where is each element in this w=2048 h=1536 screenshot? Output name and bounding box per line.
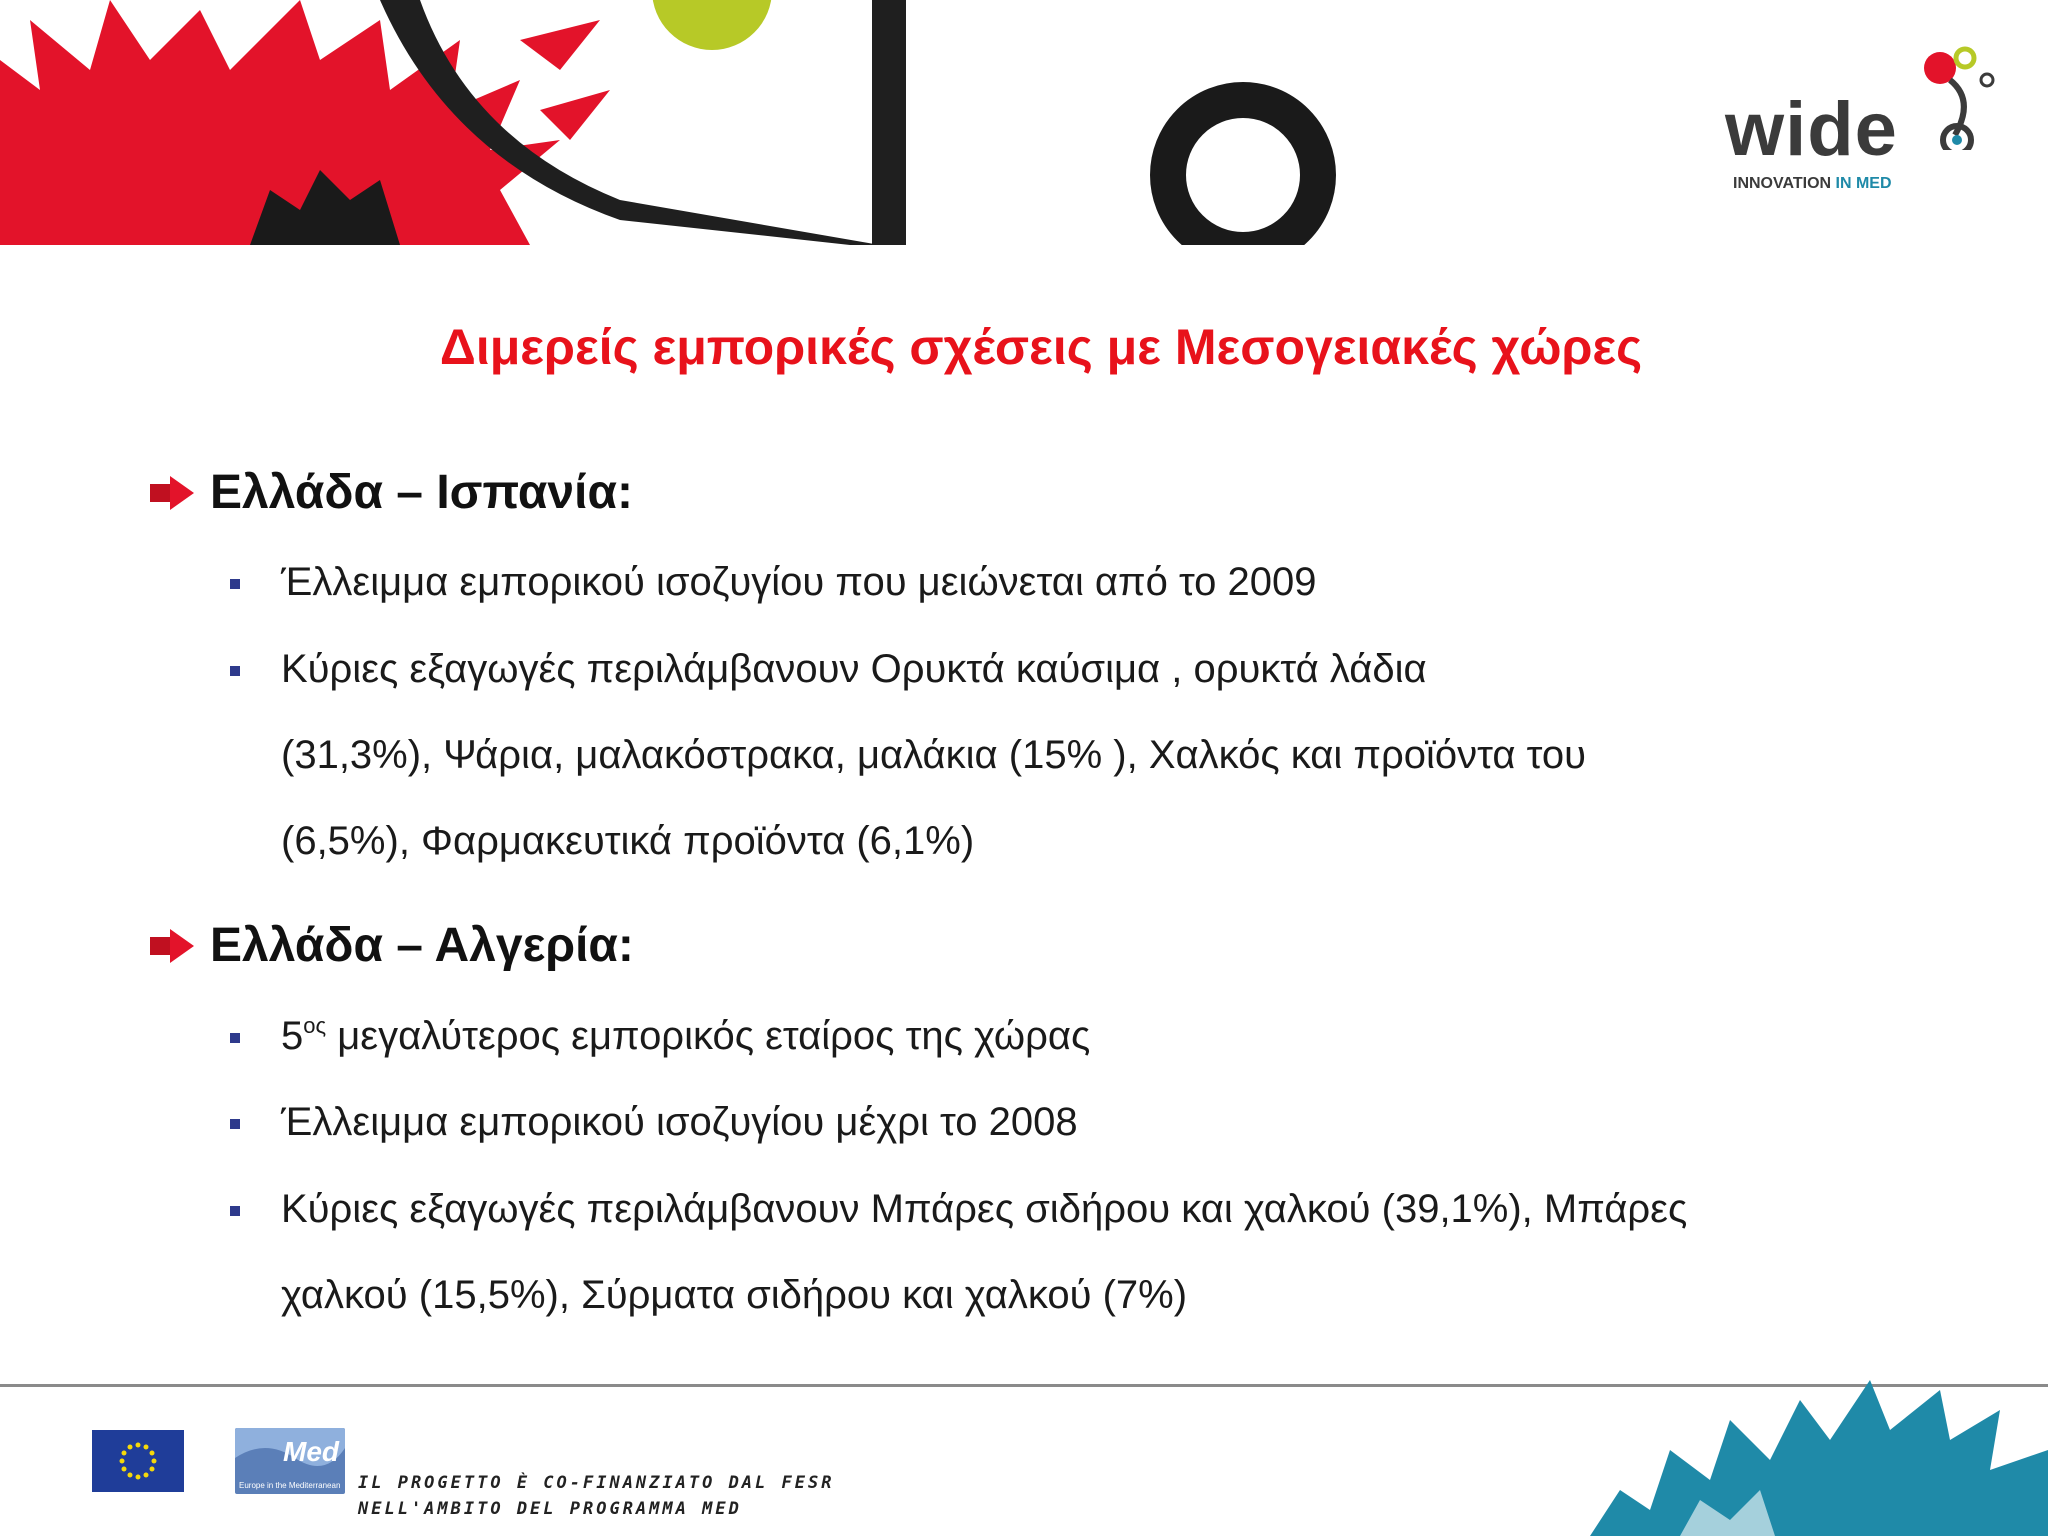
cofinancing-note-line: NELL'AMBITO DEL PROGRAMMA MED xyxy=(358,1499,742,1519)
bullet-text xyxy=(281,1014,1090,1059)
bullet-text-continuation: χαλκού (15,5%), Σύρματα σιδήρου και χαλκού (7%) xyxy=(281,1273,1188,1317)
eu-flag-logo xyxy=(92,1430,184,1492)
square-bullet-icon xyxy=(230,1206,240,1216)
bullet-text: Κύριες εξαγωγές περιλάμβανουν Ορυκτά καύσιμα , ορυκτά λάδια xyxy=(281,647,1427,691)
logo-tagline-prefix: INNOVATION xyxy=(1733,175,1836,192)
cofinancing-note xyxy=(358,1470,834,1522)
section-heading-greece-spain xyxy=(150,465,633,520)
bullet-text-continuation: (6,5%), Φαρμακευτικά προϊόντα (6,1%) xyxy=(281,819,975,863)
square-bullet-icon xyxy=(230,1119,240,1129)
arrow-bullet-icon xyxy=(150,929,194,963)
logo-mark-icon xyxy=(1905,40,1995,150)
bullet-text: Έλλειμμα εμπορικού ισοζυγίου μέχρι το 2008 xyxy=(281,1100,1078,1144)
section-heading-text: Ελλάδα – Ισπανία: xyxy=(210,466,633,519)
section-heading-greece-algeria xyxy=(150,918,634,973)
bullet-text-continuation: (31,3%), Ψάρια, μαλακόστρακα, μαλάκια (15% ), Χαλκός και προϊόντα του xyxy=(281,733,1586,777)
square-bullet-icon xyxy=(230,579,240,589)
section-heading-text: Ελλάδα – Αλγερία: xyxy=(210,919,634,972)
red-splash-shape xyxy=(0,0,610,245)
slide-title: Διμερείς εμπορικές σχέσεις με Μεσογειακές χώρες xyxy=(439,319,1643,375)
ordinal-suffix: ος xyxy=(303,1012,327,1038)
med-logo-text: Med xyxy=(283,1436,339,1467)
eu-stars-icon xyxy=(92,1430,184,1492)
bullet-text-rest: μεγαλύτερος εμπορικός εταίρος της χώρας xyxy=(326,1014,1091,1058)
black-ring-shape xyxy=(1168,100,1318,245)
cofinancing-note-line: IL PROGETTO È CO-FINANZIATO DAL FESR xyxy=(358,1473,835,1493)
wide-logo xyxy=(1715,40,1985,200)
logo-tagline xyxy=(1733,175,1892,193)
ordinal-number: 5 xyxy=(281,1014,304,1058)
med-logo-subtitle: Europe in the Mediterranean xyxy=(239,1481,341,1490)
med-programme-logo xyxy=(235,1428,345,1494)
bullet-text: Κύριες εξαγωγές περιλάμβανουν Μπάρες σιδήρου και χαλκού (39,1%), Μπάρες xyxy=(281,1187,1688,1231)
teal-splash-shape xyxy=(1560,1380,2048,1536)
logo-tagline-accent: IN MED xyxy=(1835,175,1892,192)
logo-word: wide xyxy=(1725,87,1898,172)
square-bullet-icon xyxy=(230,1033,240,1043)
square-bullet-icon xyxy=(230,666,240,676)
lime-circle-shape xyxy=(652,0,772,50)
arrow-bullet-icon xyxy=(150,476,194,510)
bullet-text: Έλλειμμα εμπορικού ισοζυγίου που μειώνεται από το 2009 xyxy=(281,560,1317,604)
black-bar-shape xyxy=(872,0,906,245)
